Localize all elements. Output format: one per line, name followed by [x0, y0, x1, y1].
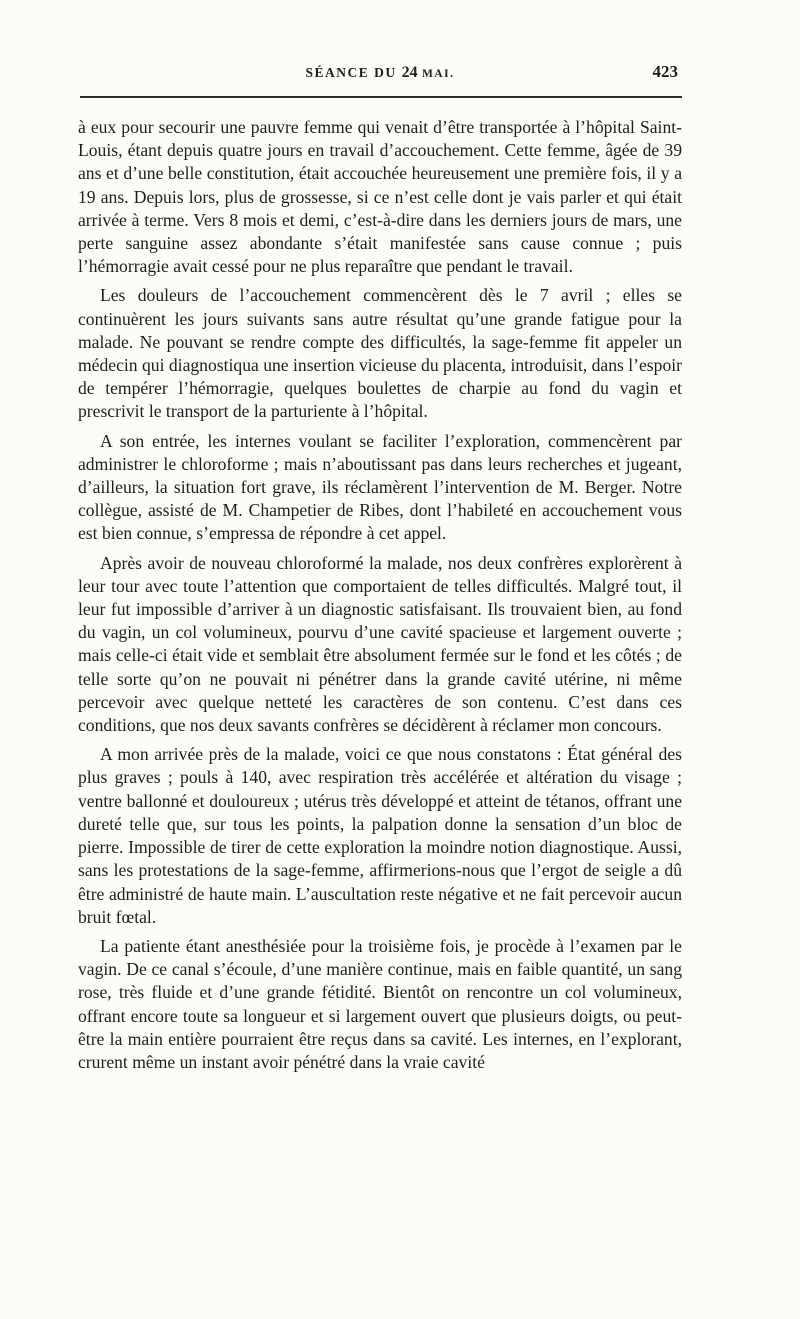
paragraph: Les douleurs de l’accouchement commencèrent dès le 7 avril ; elles se continuèrent les jours suivants sans autre résultat qu’une grande fatigue pour la malade. Ne pouvant se rendre compte des difficultés, la sage-femme fit appeler un médecin qui diagnostiqua une insertion vicieuse du placenta, introduisit, dans l’espoir de tempérer l’hémorragie, quelques boulettes de charpie au fond du vagin et prescrivit le transport de la parturiente à l’hôpital. [78, 285, 682, 422]
body-text [78, 116, 682, 1074]
running-head-day: 24 [401, 64, 418, 81]
paragraph-continuation: à eux pour secourir une pauvre femme qui venait d’être transportée à l’hôpital Saint-Louis, étant depuis quatre jours en travail d’accouchement. Cette femme, âgée de 39 ans et d’une belle constitution, était accouchée heureusement une première fois, il y a 19 ans. Depuis lors, plus de grossesse, si ce n’est celle dont je vais parler et qui était arrivée à terme. Vers 8 mois et demi, c’est-à-dire dans les derniers jours de mars, une perte sanguine assez abondante s’était manifestée sans cause connue ; puis l’hémorragie avait cessé pour ne plus reparaître que pendant le travail. [78, 117, 682, 277]
paragraph: A son entrée, les internes voulant se faciliter l’exploration, commencèrent par administrer le chloroforme ; mais n’aboutissant pas dans leurs recherches et jugeant, d’ailleurs, la situation fort grave, ils réclamèrent l’intervention de M. Berger. Notre collègue, assisté de M. Champetier de Ribes, dont l’habileté en accouchement vous est bien connue, s’empressa de répondre à cet appel. [78, 430, 682, 544]
header-rule [80, 96, 682, 98]
running-head-month: MAI. [417, 68, 455, 80]
page-header [80, 58, 680, 88]
running-head-prefix: SÉANCE DU [305, 65, 402, 80]
paragraph: A mon arrivée près de la malade, voici ce que nous constatons : État général des plus graves ; pouls à 140, avec respiration très accélérée et altération du visage ; ventre ballonné et douloureux ; utérus très développé et atteint de tétanos, offrant une dureté telle que, sur tous les points, la palpation donne la sensation d’un bloc de pierre. Impossible de tirer de cette exploration la moindre notion diagnostique. Aussi, sans les protestations de la sage-femme, affirmerions-nous que l’ergot de seigle a dû être administré de haute main. L’auscultation reste négative et ne fait percevoir aucun bruit fœtal. [78, 744, 682, 927]
paragraph: La patiente étant anesthésiée pour la troisième fois, je procède à l’examen par le vagin. De ce canal s’écoule, d’une manière continue, mais en faible quantité, un sang rose, très fluide et d’une grande fétidité. Bientôt on rencontre un col volumineux, offrant encore toute sa longueur et si largement ouvert que plusieurs doigts, ou peut-être la main entière pourraient être reçus dans sa cavité. Les internes, en l’explorant, crurent même un instant avoir pénétré dans la vraie cavité [78, 935, 682, 1072]
running-head [80, 64, 680, 82]
paragraph: Après avoir de nouveau chloroformé la malade, nos deux confrères explorèrent à leur tour avec toute l’attention que comportaient de telles difficultés. Malgré tout, il leur fut impossible d’arriver à un diagnostic satisfaisant. Ils trouvaient bien, au fond du vagin, un col volumineux, pourvu d’une cavité spacieuse et largement ouverte ; mais celle-ci était vide et semblait être absolument fermée sur le fond et les côtés ; de telle sorte qu’on ne pouvait ni pénétrer dans la grande cavité utérine, ni même percevoir avec quelque netteté les caractères de son contenu. C’est dans ces conditions, que nos deux savants confrères se décidèrent à réclamer mon concours. [78, 552, 682, 736]
page-number: 423 [652, 62, 678, 81]
